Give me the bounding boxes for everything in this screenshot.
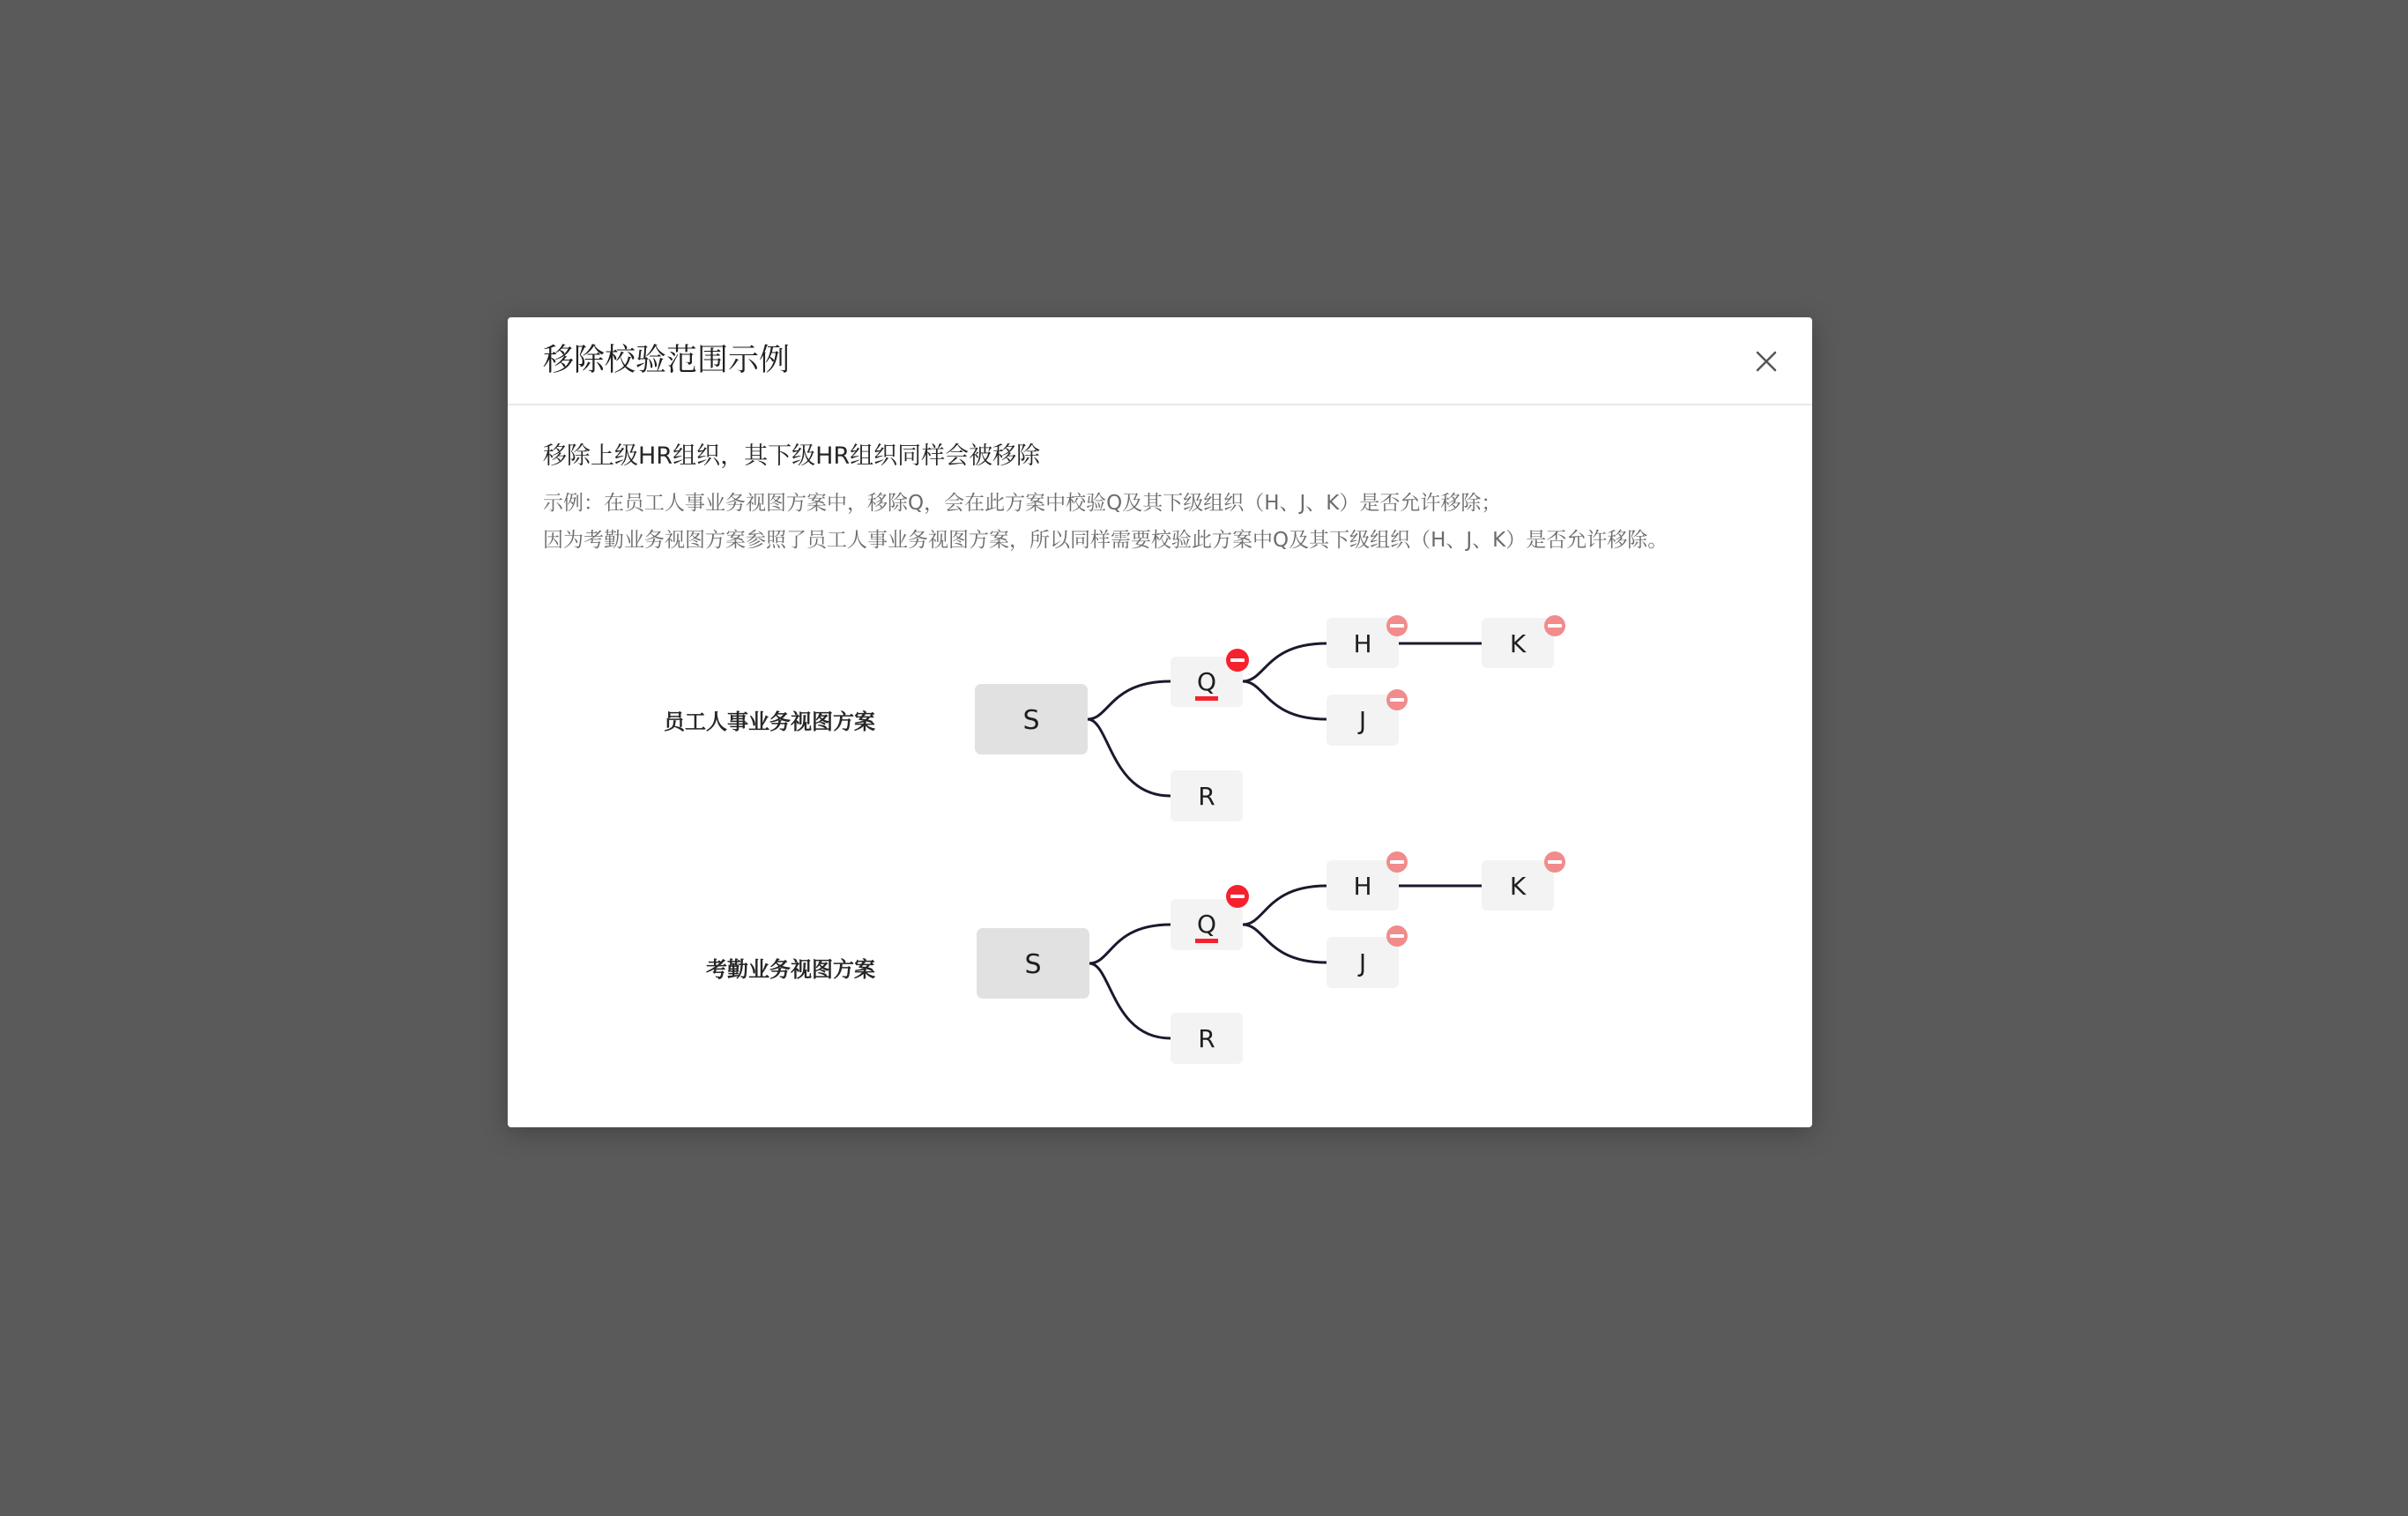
node-label: J bbox=[1358, 706, 1367, 735]
description-line: 因为考勤业务视图方案参照了员工人事业务视图方案，所以同样需要校验此方案中Q及其下级组织（H、J、K）是否允许移除。 bbox=[543, 529, 1669, 552]
dialog-header bbox=[508, 317, 1812, 405]
remove-scope-example-dialog bbox=[508, 317, 1812, 1127]
tree-attendance-view bbox=[706, 851, 1565, 1064]
node-label: R bbox=[1198, 1024, 1215, 1053]
description-line: 示例：在员工人事业务视图方案中，移除Q，会在此方案中校验Q及其下级组织（H、J、K）是否允许移除； bbox=[543, 492, 1502, 515]
connector-q-h bbox=[1243, 643, 1327, 681]
connector-s-q bbox=[1089, 925, 1171, 963]
minus-circle-icon[interactable] bbox=[1226, 649, 1249, 672]
org-tree-diagram bbox=[508, 405, 1812, 1127]
tree-node-h[interactable] bbox=[1327, 860, 1399, 910]
tree-node-q[interactable] bbox=[1171, 899, 1243, 950]
node-label: H bbox=[1353, 629, 1372, 658]
node-label: S bbox=[1024, 949, 1042, 980]
minus-circle-icon[interactable] bbox=[1544, 851, 1565, 873]
tree-node-k[interactable] bbox=[1482, 860, 1554, 910]
minus-circle-icon[interactable] bbox=[1386, 851, 1408, 873]
connector-q-h bbox=[1243, 886, 1327, 925]
tree-node-s[interactable] bbox=[975, 684, 1088, 754]
node-label: K bbox=[1509, 872, 1527, 901]
node-label: R bbox=[1198, 782, 1215, 811]
connector-s-r bbox=[1088, 719, 1171, 796]
connector-q-j bbox=[1243, 925, 1327, 962]
minus-circle-icon[interactable] bbox=[1544, 615, 1565, 636]
selected-underline bbox=[1195, 696, 1218, 701]
connector-s-r bbox=[1089, 963, 1171, 1038]
node-label: H bbox=[1353, 872, 1372, 901]
selected-underline bbox=[1195, 939, 1218, 943]
minus-circle-icon[interactable] bbox=[1386, 615, 1408, 636]
tree-label: 员工人事业务视图方案 bbox=[664, 710, 875, 734]
node-label: S bbox=[1022, 705, 1040, 736]
tree-node-j[interactable] bbox=[1327, 937, 1399, 988]
minus-circle-icon[interactable] bbox=[1226, 885, 1249, 908]
tree-node-k[interactable] bbox=[1482, 618, 1554, 668]
minus-circle-icon[interactable] bbox=[1386, 925, 1408, 947]
tree-employee-hr-view bbox=[664, 615, 1565, 821]
tree-label: 考勤业务视图方案 bbox=[706, 957, 875, 982]
tree-node-s[interactable] bbox=[977, 928, 1089, 999]
node-label: K bbox=[1509, 629, 1527, 658]
connector-q-j bbox=[1243, 681, 1327, 719]
tree-node-r[interactable] bbox=[1171, 1013, 1243, 1064]
node-label: Q bbox=[1196, 910, 1217, 939]
minus-circle-icon[interactable] bbox=[1386, 689, 1408, 710]
tree-node-r[interactable] bbox=[1171, 770, 1243, 821]
close-icon[interactable] bbox=[1749, 344, 1784, 379]
connector-s-q bbox=[1088, 681, 1171, 719]
dialog-title: 移除校验范围示例 bbox=[543, 343, 791, 378]
node-label: J bbox=[1358, 948, 1367, 977]
section-heading: 移除上级HR组织，其下级HR组织同样会被移除 bbox=[543, 442, 1041, 470]
node-label: Q bbox=[1196, 667, 1217, 696]
dialog-body bbox=[508, 405, 1812, 1127]
